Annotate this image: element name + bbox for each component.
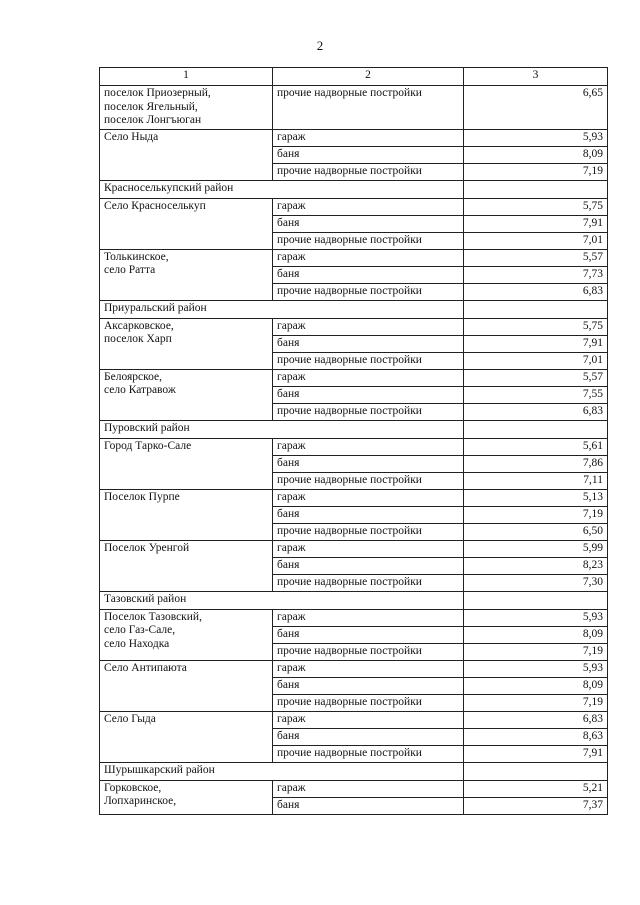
building-type: гараж bbox=[273, 129, 464, 146]
building-type: баня bbox=[273, 797, 464, 814]
coefficient-value: 7,19 bbox=[464, 694, 608, 711]
coefficient-value: 7,30 bbox=[464, 574, 608, 591]
table-row bbox=[100, 86, 608, 130]
settlement-name: Толькинское, село Ратта bbox=[100, 249, 273, 300]
settlement-name: Село Ныда bbox=[100, 129, 273, 180]
building-type: гараж bbox=[273, 609, 464, 626]
coefficient-value: 7,37 bbox=[464, 797, 608, 814]
settlement-name: Село Гыда bbox=[100, 711, 273, 762]
building-type: баня bbox=[273, 626, 464, 643]
coefficient-value: 7,01 bbox=[464, 232, 608, 249]
building-type: прочие надворные постройки bbox=[273, 472, 464, 489]
table-row bbox=[100, 249, 608, 266]
column-header: 2 bbox=[273, 68, 464, 86]
settlement-name: Село Антипаюта bbox=[100, 660, 273, 711]
settlement-name: Белоярское, село Катравож bbox=[100, 369, 273, 420]
coefficient-value: 8,63 bbox=[464, 728, 608, 745]
table-row bbox=[100, 489, 608, 506]
region-name: Красноселькупский район bbox=[100, 180, 464, 198]
settlement-name: Горковское, Лопхаринское, bbox=[100, 780, 273, 814]
coefficient-value: 5,99 bbox=[464, 540, 608, 557]
building-type: гараж bbox=[273, 438, 464, 455]
region-row bbox=[100, 591, 608, 609]
building-type: прочие надворные постройки bbox=[273, 352, 464, 369]
empty-cell bbox=[464, 420, 608, 438]
building-type: прочие надворные постройки bbox=[273, 643, 464, 660]
coefficient-value: 5,57 bbox=[464, 369, 608, 386]
table-row bbox=[100, 438, 608, 455]
settlement-name: Город Тарко-Сале bbox=[100, 438, 273, 489]
table-row bbox=[100, 318, 608, 335]
region-row bbox=[100, 300, 608, 318]
empty-cell bbox=[464, 591, 608, 609]
settlement-name: Поселок Уренгой bbox=[100, 540, 273, 591]
building-type: прочие надворные постройки bbox=[273, 403, 464, 420]
building-type: прочие надворные постройки bbox=[273, 163, 464, 180]
building-type: гараж bbox=[273, 489, 464, 506]
tariff-table bbox=[99, 67, 608, 815]
building-type: баня bbox=[273, 266, 464, 283]
coefficient-value: 7,19 bbox=[464, 643, 608, 660]
coefficient-value: 6,50 bbox=[464, 523, 608, 540]
region-row bbox=[100, 180, 608, 198]
building-type: гараж bbox=[273, 249, 464, 266]
region-name: Приуральский район bbox=[100, 300, 464, 318]
building-type: баня bbox=[273, 335, 464, 352]
coefficient-value: 8,09 bbox=[464, 146, 608, 163]
coefficient-value: 7,11 bbox=[464, 472, 608, 489]
coefficient-value: 7,91 bbox=[464, 335, 608, 352]
coefficient-value: 6,65 bbox=[464, 86, 608, 130]
coefficient-value: 5,75 bbox=[464, 318, 608, 335]
building-type: гараж bbox=[273, 711, 464, 728]
settlement-name: Аксарковское, поселок Харп bbox=[100, 318, 273, 369]
building-type: прочие надворные постройки bbox=[273, 694, 464, 711]
coefficient-value: 5,13 bbox=[464, 489, 608, 506]
coefficient-value: 6,83 bbox=[464, 711, 608, 728]
building-type: гараж bbox=[273, 780, 464, 797]
coefficient-value: 7,86 bbox=[464, 455, 608, 472]
coefficient-value: 6,83 bbox=[464, 283, 608, 300]
building-type: прочие надворные постройки bbox=[273, 745, 464, 762]
building-type: гараж bbox=[273, 198, 464, 215]
building-type: баня bbox=[273, 146, 464, 163]
coefficient-value: 7,55 bbox=[464, 386, 608, 403]
building-type: баня bbox=[273, 557, 464, 574]
region-row bbox=[100, 420, 608, 438]
coefficient-value: 8,09 bbox=[464, 677, 608, 694]
region-name: Тазовский район bbox=[100, 591, 464, 609]
building-type: баня bbox=[273, 455, 464, 472]
coefficient-value: 5,61 bbox=[464, 438, 608, 455]
table-row bbox=[100, 780, 608, 797]
column-header: 3 bbox=[464, 68, 608, 86]
building-type: баня bbox=[273, 728, 464, 745]
building-type: баня bbox=[273, 386, 464, 403]
empty-cell bbox=[464, 180, 608, 198]
region-name: Пуровский район bbox=[100, 420, 464, 438]
column-header: 1 bbox=[100, 68, 273, 86]
table-header-row bbox=[100, 68, 608, 86]
building-type: баня bbox=[273, 677, 464, 694]
building-type: прочие надворные постройки bbox=[273, 523, 464, 540]
settlement-name: Поселок Пурпе bbox=[100, 489, 273, 540]
coefficient-value: 7,73 bbox=[464, 266, 608, 283]
coefficient-value: 6,83 bbox=[464, 403, 608, 420]
table-row bbox=[100, 540, 608, 557]
empty-cell bbox=[464, 762, 608, 780]
coefficient-value: 5,93 bbox=[464, 609, 608, 626]
coefficient-value: 5,93 bbox=[464, 660, 608, 677]
building-type: баня bbox=[273, 215, 464, 232]
building-type: прочие надворные постройки bbox=[273, 232, 464, 249]
table-row bbox=[100, 198, 608, 215]
table-row bbox=[100, 609, 608, 626]
building-type: прочие надворные постройки bbox=[273, 86, 464, 130]
table-row bbox=[100, 129, 608, 146]
coefficient-value: 5,57 bbox=[464, 249, 608, 266]
building-type: гараж bbox=[273, 660, 464, 677]
coefficient-value: 7,19 bbox=[464, 163, 608, 180]
settlement-name: Село Красноселькуп bbox=[100, 198, 273, 249]
coefficient-value: 8,09 bbox=[464, 626, 608, 643]
coefficient-value: 7,01 bbox=[464, 352, 608, 369]
settlement-name: поселок Приозерный, поселок Ягельный, поселок Лонгъюган bbox=[100, 86, 273, 130]
region-name: Шурышкарский район bbox=[100, 762, 464, 780]
page-number: 2 bbox=[316, 38, 324, 53]
coefficient-value: 5,93 bbox=[464, 129, 608, 146]
building-type: гараж bbox=[273, 540, 464, 557]
table-row bbox=[100, 660, 608, 677]
empty-cell bbox=[464, 300, 608, 318]
building-type: гараж bbox=[273, 318, 464, 335]
coefficient-value: 5,75 bbox=[464, 198, 608, 215]
region-row bbox=[100, 762, 608, 780]
table-row bbox=[100, 711, 608, 728]
coefficient-value: 7,19 bbox=[464, 506, 608, 523]
coefficient-value: 8,23 bbox=[464, 557, 608, 574]
building-type: баня bbox=[273, 506, 464, 523]
building-type: прочие надворные постройки bbox=[273, 574, 464, 591]
coefficient-value: 5,21 bbox=[464, 780, 608, 797]
settlement-name: Поселок Тазовский, село Газ-Сале, село Находка bbox=[100, 609, 273, 660]
table-row bbox=[100, 369, 608, 386]
coefficient-value: 7,91 bbox=[464, 745, 608, 762]
coefficient-value: 7,91 bbox=[464, 215, 608, 232]
building-type: гараж bbox=[273, 369, 464, 386]
building-type: прочие надворные постройки bbox=[273, 283, 464, 300]
